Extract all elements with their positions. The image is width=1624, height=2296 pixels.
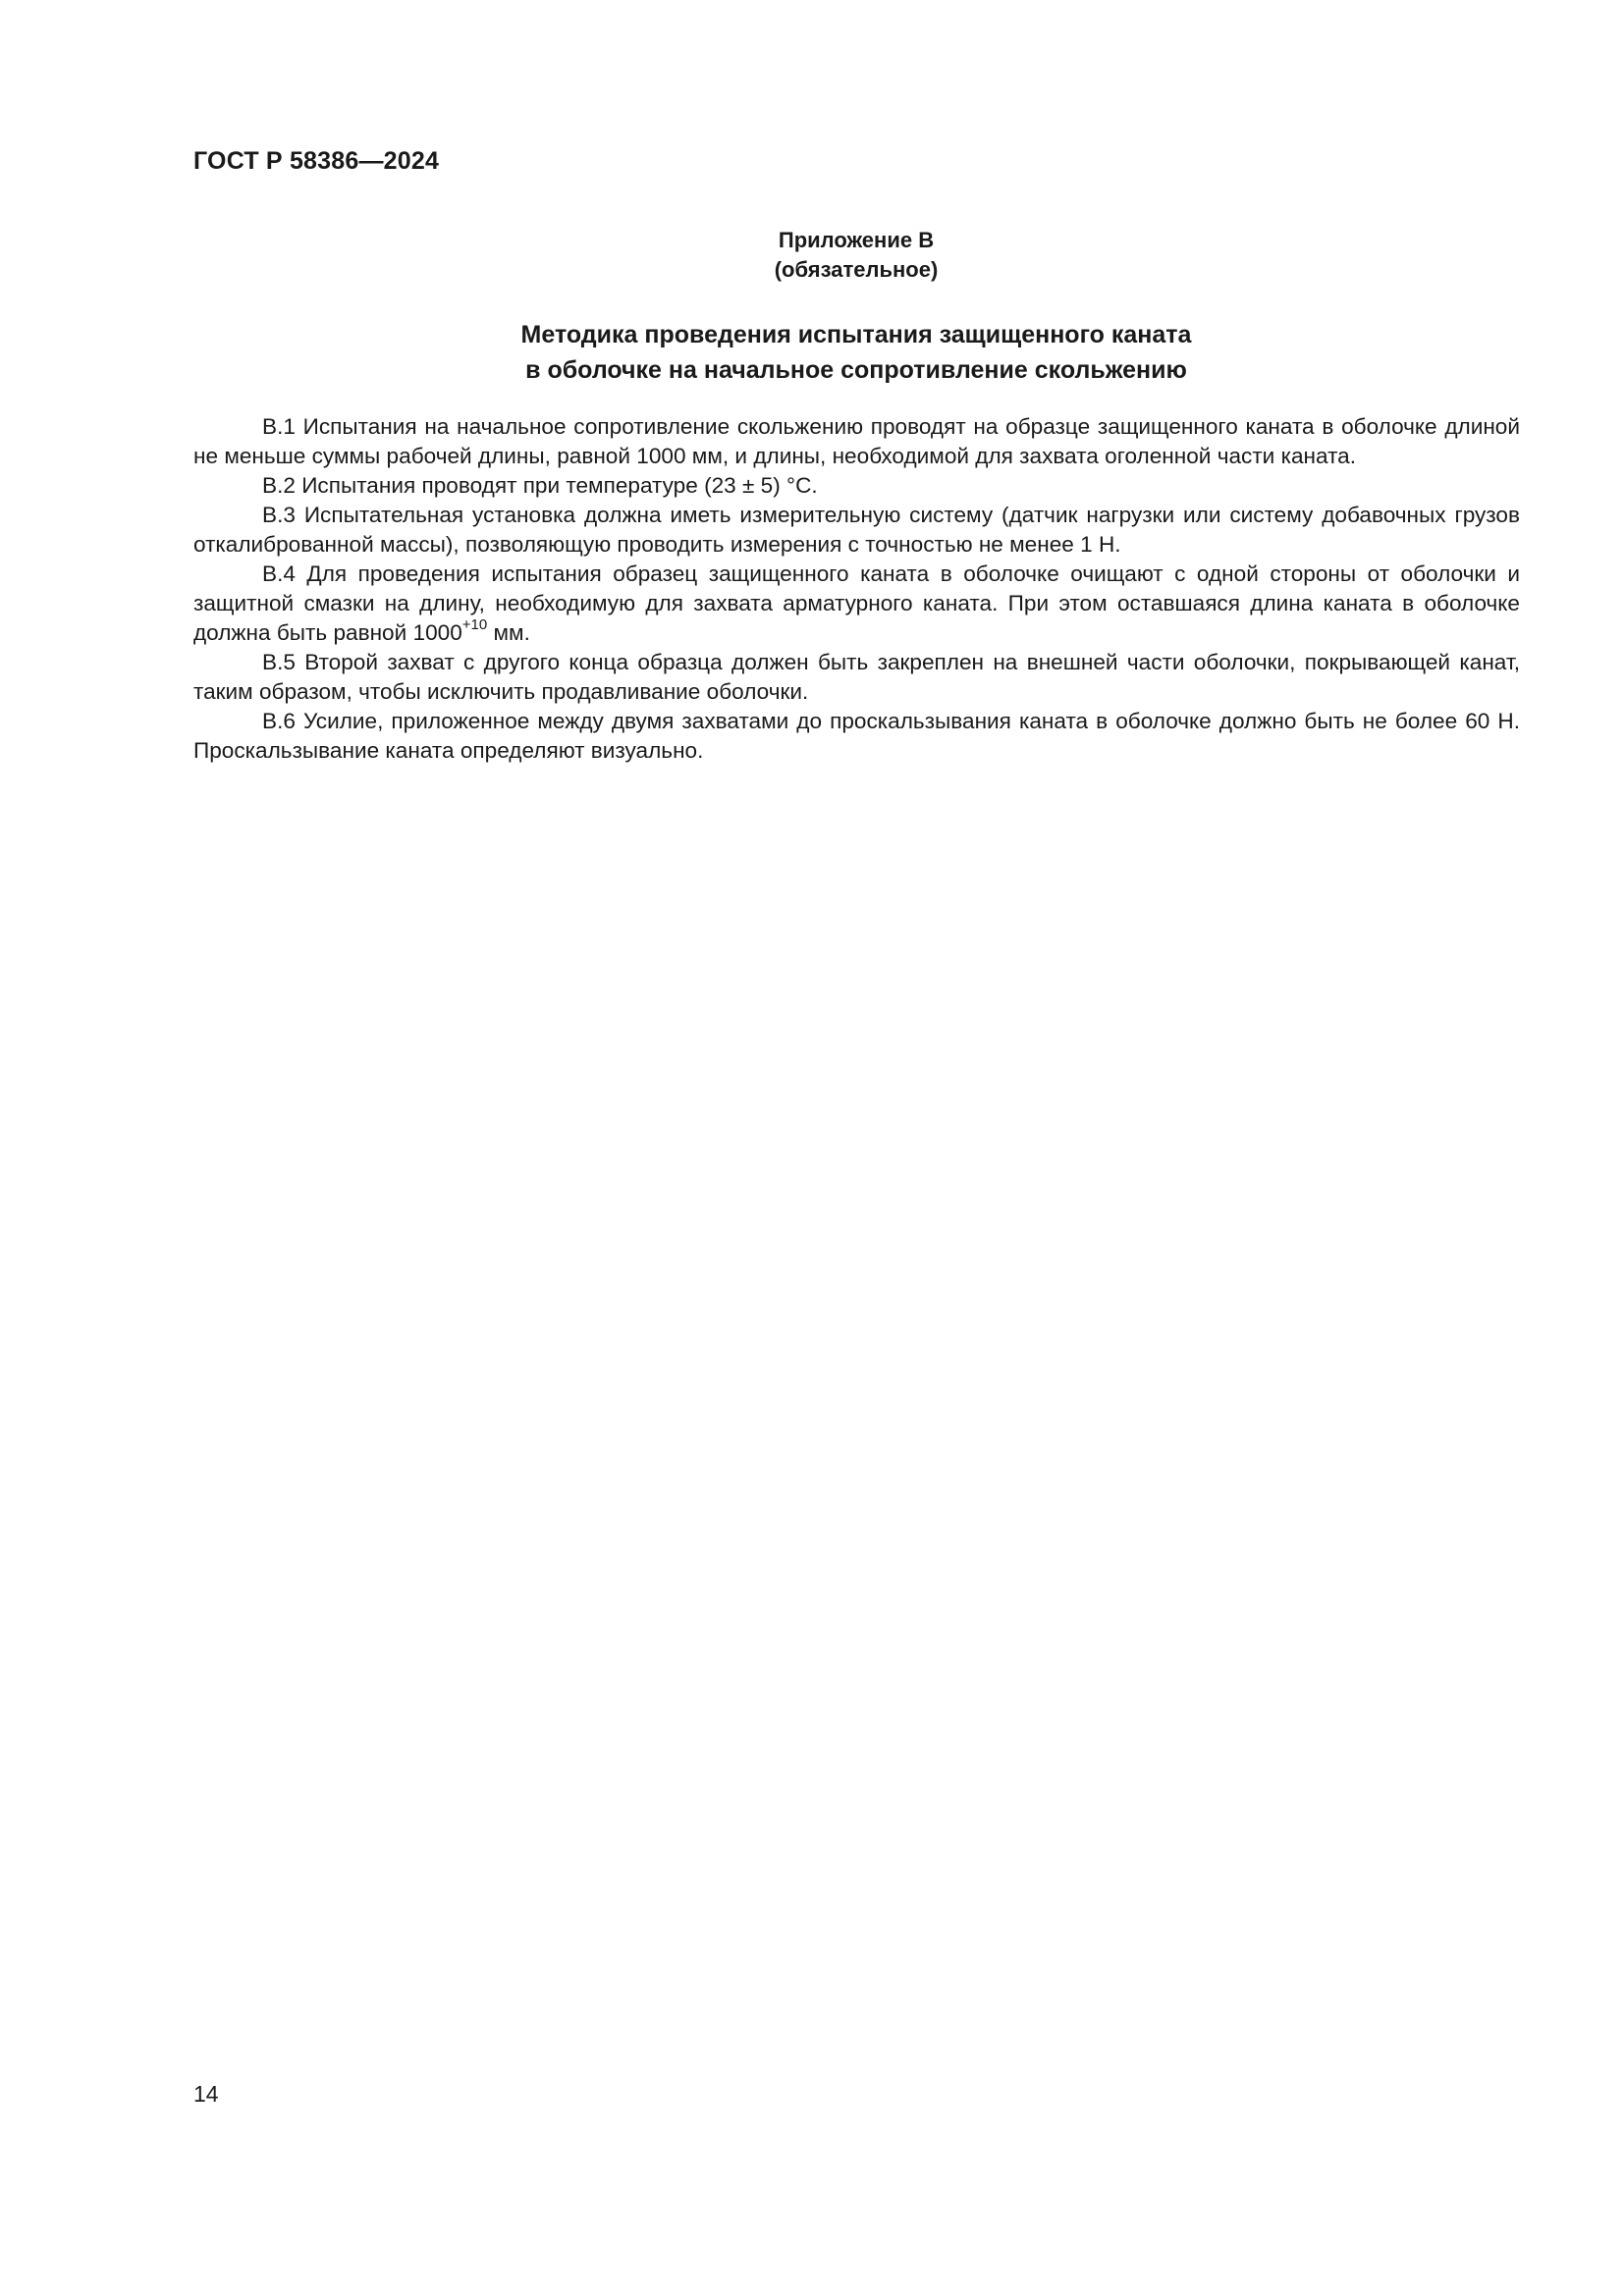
body-text	[193, 412, 1520, 766]
paragraph-b2: В.2 Испытания проводят при температуре (23 ± 5) °С.	[262, 473, 818, 498]
appendix-label: Приложение В	[778, 228, 935, 252]
appendix-status: (обязательное)	[774, 257, 939, 282]
paragraph-b1: В.1 Испытания на начальное сопротивление скольжению проводят на образце защищенного каната в оболочке длиной не меньше суммы рабочей длины, равной 1000 мм, и длины, необходимой для захвата оголенной части каната.	[193, 414, 1520, 468]
page-number: 14	[193, 2081, 219, 2107]
paragraph-b5: В.5 Второй захват с другого конца образца должен быть закреплен на внешней части оболочки, покрывающей канат, таким образом, чтобы исключить продавливание оболочки.	[193, 650, 1520, 704]
section-title-line-1: Методика проведения испытания защищенного каната	[520, 321, 1192, 348]
section-title	[193, 317, 1519, 388]
standard-header: ГОСТ Р 58386—2024	[193, 147, 440, 175]
paragraph-b4	[193, 560, 1520, 648]
tolerance-superscript: +10	[461, 616, 488, 634]
paragraph-b3: В.3 Испытательная установка должна иметь измерительную систему (датчик нагрузки или систему добавочных грузов откалиброванной массы), позволяющую проводить измерения с точностью не менее 1 Н.	[193, 503, 1520, 557]
section-title-line-2: в оболочке на начальное сопротивление скольжению	[525, 356, 1187, 384]
paragraph-b6: В.6 Усилие, приложенное между двумя захватами до проскальзывания каната в оболочке должно быть не более 60 Н. Проскальзывание каната определяют визуально.	[193, 709, 1520, 763]
appendix-heading	[193, 226, 1519, 285]
paragraph-b4-unit: мм.	[487, 620, 530, 645]
paragraph-b4-text: В.4 Для проведения испытания образец защищенного каната в оболочке очищают с одной стороны от оболочки и защитной смазки на длину, необходимую для захвата арматурного каната. При этом оставшаяся длина каната в оболочке должна быть равной 1000	[193, 561, 1520, 645]
